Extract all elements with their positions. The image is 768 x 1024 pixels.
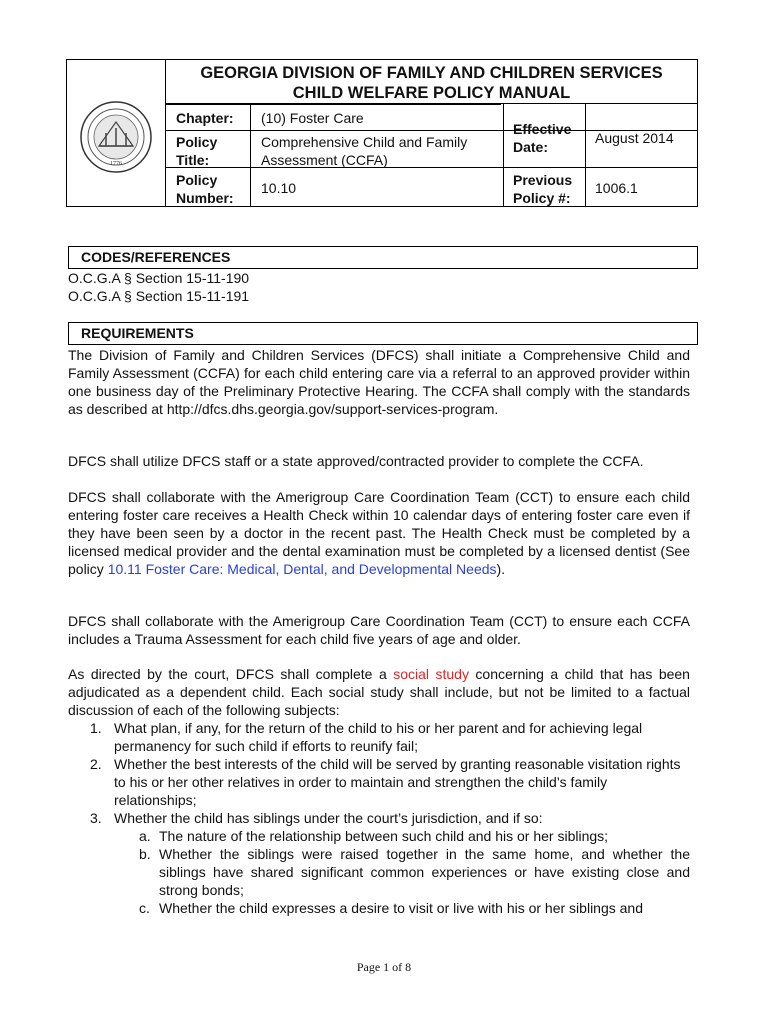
page-number: Page 1 of 8 (356, 960, 412, 974)
chapter-label: Chapter: (176, 110, 234, 126)
codes-heading: CODES/REFERENCES (68, 246, 698, 269)
policy-10-11-link[interactable]: 10.11 Foster Care: Medical, Dental, and Developmental Needs (107, 561, 497, 577)
georgia-seal-icon (79, 100, 153, 174)
social-study-link[interactable]: social study (393, 666, 469, 682)
list-item: 2. Whether the best interests of the child will be served by granting reasonable visitation rights to his or her other relatives in order to maintain and strengthen the child’s family relationships; (90, 756, 681, 808)
requirements-paragraph-5: As directed by the court, DFCS shall complete a social study concerning a child that has been adjudicated as a dependent child. Each social study shall include, but not be limited to a factual discussion of each of the following subjects: (68, 666, 690, 718)
subjects-list (68, 719, 690, 917)
codes-list (68, 269, 690, 305)
policy-header-table (66, 59, 698, 207)
sub-list-item: a. The nature of the relationship between such child and his or her siblings; (139, 828, 609, 844)
code-reference: O.C.G.A § Section 15-11-190 (68, 270, 250, 286)
policy-number-value: 10.10 (261, 180, 297, 196)
seal-cell (67, 60, 166, 206)
previous-policy-value: 1006.1 (595, 180, 638, 196)
list-item: 3. Whether the child has siblings under the court’s jurisdiction, and if so: (90, 810, 543, 826)
requirements-heading: REQUIREMENTS (68, 322, 698, 345)
policy-number-label: Policy Number: (176, 172, 234, 206)
title-line-2: CHILD WELFARE POLICY MANUAL (292, 84, 571, 102)
requirements-paragraph-3: DFCS shall collaborate with the Amerigroup Care Coordination Team (CCT) to ensure each child entering foster care receives a Health Check within 10 calendar days of entering foster care even if they have been seen by a doctor in the recent past. The Health Check must be completed by a licensed medical provider and the dental examination must be completed by a licensed dentist (See policy 10.11 Foster Care: Medical, Dental, and Developmental Needs). (68, 489, 690, 577)
policy-title-value: Comprehensive Child and Family Assessment (CCFA) (261, 134, 468, 168)
requirements-paragraph-2: DFCS shall utilize DFCS staff or a state approved/contracted provider to complete the CCFA. (68, 453, 644, 469)
list-item: 1. What plan, if any, for the return of the child to his or her parent and for achieving legal permanency for such child if efforts to reunify fail; (90, 720, 643, 754)
seal-year: 1776 (110, 161, 122, 167)
code-reference: O.C.G.A § Section 15-11-191 (68, 288, 250, 304)
effective-date-value: August 2014 (595, 130, 674, 146)
effective-date-label: Effective Date: (513, 121, 572, 155)
sub-list-item: b. Whether the siblings were raised together in the same home, and whether the siblings have shared significant common experiences or have existing close and strong bonds; (139, 846, 690, 898)
requirements-paragraph-1: The Division of Family and Children Services (DFCS) shall initiate a Comprehensive Child and Family Assessment (CCFA) for each child entering care via a referral to an approved provider within one business day of the Preliminary Protective Hearing. The CCFA shall comply with the standards as described at http://dfcs.dhs.georgia.gov/support-services-program. (68, 347, 690, 417)
manual-title (166, 60, 697, 104)
policy-title-label: Policy Title: (176, 134, 218, 168)
chapter-value: (10) Foster Care (261, 110, 364, 126)
previous-policy-label: Previous Policy #: (513, 172, 573, 206)
requirements-paragraph-4: DFCS shall collaborate with the Amerigroup Care Coordination Team (CCT) to ensure each CCFA includes a Trauma Assessment for each child five years of age and older. (68, 613, 690, 647)
sub-list-item: c. Whether the child expresses a desire to visit or live with his or her siblings and (139, 900, 643, 916)
title-line-1: GEORGIA DIVISION OF FAMILY AND CHILDREN SERVICES (200, 64, 663, 82)
